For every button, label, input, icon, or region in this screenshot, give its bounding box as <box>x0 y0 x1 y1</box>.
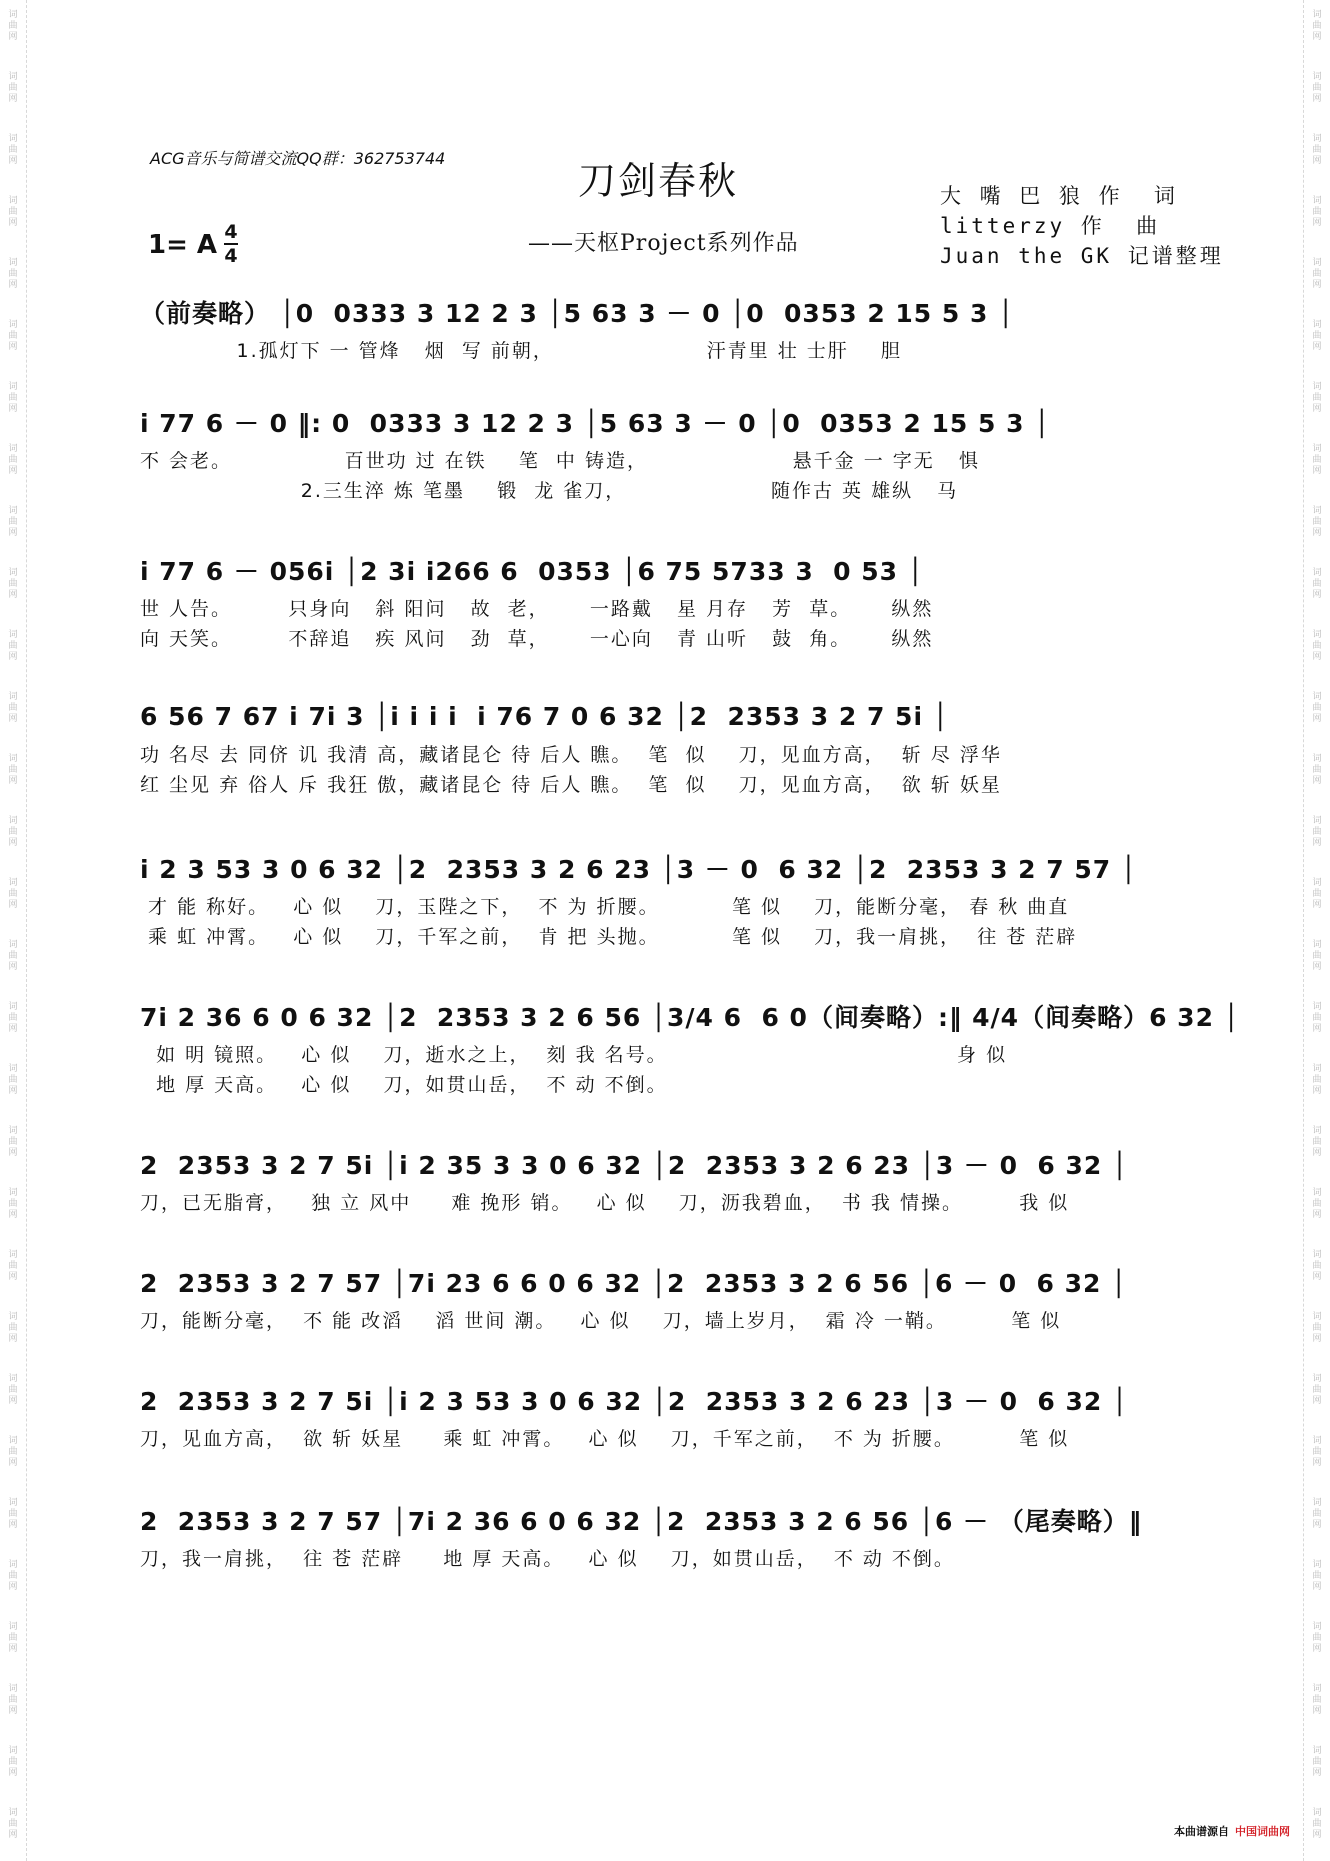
notation-row: i 77 6 － 056i │2 3i i266 6 0353 │6 75 5733 3 0 53 │ <box>140 557 924 586</box>
time-sig-top: 4 <box>224 221 238 243</box>
watermark-mark: 词 曲 网 <box>1312 1188 1322 1220</box>
group-info: ACG音乐与简谱交流QQ群：362753744 <box>150 149 446 168</box>
notation-row: （前奏略） │0 0333 3 12 2 3 │5 63 3 － 0 │0 0353 2 15 5 3 │ <box>140 299 1015 328</box>
watermark-mark: 词 曲 网 <box>8 258 18 290</box>
watermark-mark: 词 曲 网 <box>1312 1622 1322 1654</box>
watermark-mark: 词 曲 网 <box>8 568 18 600</box>
notation-row: 2 2353 3 2 7 57 │7i 23 6 6 0 6 32 │2 2353 3 2 6 56 │6 － 0 6 32 │ <box>140 1269 1128 1298</box>
watermark-mark: 词 曲 网 <box>1312 1498 1322 1530</box>
lyric-row-2: 向 天笑。 不辞追 疾 风问 劲 草， 一心向 青 山听 鼓 角。 纵然 <box>140 628 934 650</box>
notation-row: 6 56 7 67 i 7i 3 │i i i i i 76 7 0 6 32 │2 2353 3 2 7 5i │ <box>140 701 949 731</box>
watermark-mark: 词 曲 网 <box>8 506 18 538</box>
lyric-row-1: 刀，我一肩挑， 往 苍 茫辟 地 厚 天高。 心 似 刀，如贯山岳， 不 动 不倒。 <box>140 1548 955 1570</box>
watermark-mark: 词 曲 网 <box>1312 444 1322 476</box>
notation-row: i 2 3 53 3 0 6 32 │2 2353 3 2 6 23 │3 － 0 6 32 │2 2353 3 2 7 57 │ <box>140 855 1137 884</box>
page-title: 刀剑春秋 <box>578 159 739 203</box>
watermark-mark: 词 曲 网 <box>8 1374 18 1406</box>
score-line <box>140 292 1190 402</box>
watermark-mark: 词 曲 网 <box>8 1188 18 1220</box>
lyric-row-1: 才 能 称好。 心 似 刀，玉陛之下， 不 为 折腰。 笔 似 刀，能断分毫， 春 秋 曲直 <box>140 896 1070 918</box>
watermark-mark: 词 曲 网 <box>8 1250 18 1282</box>
watermark-mark: 词 曲 网 <box>8 1684 18 1716</box>
score-line <box>140 550 1190 660</box>
watermark-mark: 词 曲 网 <box>8 940 18 972</box>
watermark-mark: 词 曲 网 <box>1312 568 1322 600</box>
score-line <box>140 1380 1190 1490</box>
notation-row: 2 2353 3 2 7 5i │i 2 3 53 3 0 6 32 │2 2353 3 2 6 23 │3 － 0 6 32 │ <box>140 1387 1129 1416</box>
watermark-mark: 词 曲 网 <box>1312 630 1322 662</box>
lyric-row-1: 刀，见血方高， 欲 斩 妖星 乘 虹 冲霄。 心 似 刀，千军之前， 不 为 折腰。 笔 似 <box>140 1428 1070 1450</box>
watermark-mark: 词 曲 网 <box>1312 1436 1322 1468</box>
watermark-mark: 词 曲 网 <box>8 1312 18 1344</box>
watermark-mark: 词 曲 网 <box>8 1622 18 1654</box>
watermark-mark: 词 曲 网 <box>8 630 18 662</box>
watermark-mark: 词 曲 网 <box>1312 1126 1322 1158</box>
footer-source <box>1174 1823 1290 1839</box>
watermark-mark: 词 曲 网 <box>1312 1374 1322 1406</box>
watermark-mark: 词 曲 网 <box>1312 1250 1322 1282</box>
watermark-mark: 词 曲 网 <box>1312 320 1322 352</box>
watermark-mark: 词 曲 网 <box>1312 754 1322 786</box>
lyric-row-1: 刀，已无脂膏， 独 立 风中 难 挽形 销。 心 似 刀，沥我碧血， 书 我 情操。 我 似 <box>140 1192 1070 1214</box>
watermark-mark: 词 曲 网 <box>1312 1808 1322 1840</box>
notation-row: 7i 2 36 6 0 6 32 │2 2353 3 2 6 56 │3/4 6 6 0（间奏略）:‖ 4/4（间奏略）6 32 │ <box>140 1003 1240 1032</box>
lyric-row-2: 2.三生淬 炼 笔墨 锻 龙 雀刀， 随作古 英 雄纵 马 <box>140 480 959 502</box>
score-line <box>140 402 1190 512</box>
score-line <box>140 996 1240 1106</box>
watermark-mark: 词 曲 网 <box>8 1002 18 1034</box>
watermark-mark: 词 曲 网 <box>8 1126 18 1158</box>
watermark-mark: 词 曲 网 <box>8 754 18 786</box>
watermark-mark: 词 曲 网 <box>1312 506 1322 538</box>
subtitle: ——天枢Project系列作品 <box>528 231 799 256</box>
watermark-mark: 词 曲 网 <box>8 320 18 352</box>
watermark-mark: 词 曲 网 <box>8 1560 18 1592</box>
lyric-row-1: 不 会老。 百世功 过 在铁 笔 中 铸造， 悬千金 一 字无 惧 <box>140 450 980 472</box>
source-label: 本曲谱源自 <box>1174 1825 1229 1838</box>
key-signature: 1= A <box>148 230 218 260</box>
watermark-mark: 词 曲 网 <box>8 692 18 724</box>
lyric-row-2: 乘 虹 冲霄。 心 似 刀，千军之前， 肯 把 头抛。 笔 似 刀，我一肩挑， 往 苍 茫辟 <box>140 926 1078 948</box>
lyric-row-1: 1.孤灯下 一 管烽 烟 写 前朝， 汗青里 壮 士肝 胆 <box>140 340 902 362</box>
watermark-mark: 词 曲 网 <box>8 10 18 42</box>
lyric-row-1: 刀，能断分毫， 不 能 改滔 滔 世间 潮。 心 似 刀，墙上岁月， 霜 冷 一鞘。 笔 似 <box>140 1310 1062 1332</box>
watermark-mark: 词 曲 网 <box>1312 816 1322 848</box>
notation-row: 2 2353 3 2 7 5i │i 2 35 3 3 0 6 32 │2 2353 3 2 6 23 │3 － 0 6 32 │ <box>140 1151 1129 1180</box>
watermark-mark: 词 曲 网 <box>8 196 18 228</box>
watermark-mark: 词 曲 网 <box>8 444 18 476</box>
watermark-mark: 词 曲 网 <box>1312 134 1322 166</box>
score-line <box>140 848 1190 958</box>
composer-credit: litterzy 作 曲 <box>940 214 1161 238</box>
score-line <box>140 1500 1190 1610</box>
watermark-mark: 词 曲 网 <box>1312 1064 1322 1096</box>
score-line <box>140 1262 1190 1372</box>
watermark-mark: 词 曲 网 <box>1312 1684 1322 1716</box>
watermark-mark: 词 曲 网 <box>8 1436 18 1468</box>
notation-row: i 77 6 － 0 ‖: 0 0333 3 12 2 3 │5 63 3 － 0 │0 0353 2 15 5 3 │ <box>140 409 1051 438</box>
watermark-mark: 词 曲 网 <box>8 816 18 848</box>
lyric-row-1: 如 明 镜照。 心 似 刀，逝水之上， 刻 我 名号。 身 似 <box>140 1044 1008 1066</box>
watermark-mark: 词 曲 网 <box>1312 1312 1322 1344</box>
watermark-mark: 词 曲 网 <box>8 878 18 910</box>
watermark-mark: 词 曲 网 <box>1312 1560 1322 1592</box>
watermark-mark: 词 曲 网 <box>1312 258 1322 290</box>
watermark-mark: 词 曲 网 <box>8 1808 18 1840</box>
watermark-mark: 词 曲 网 <box>1312 1002 1322 1034</box>
lyric-row-2: 红 尘见 弃 俗人 斥 我狂 傲，藏诸昆仑 待 后人 瞧。 笔 似 刀，见血方高， 欲 斩 妖星 <box>140 774 1002 796</box>
watermark-mark: 词 曲 网 <box>1312 1746 1322 1778</box>
watermark-mark: 词 曲 网 <box>1312 382 1322 414</box>
watermark-mark: 词 曲 网 <box>1312 878 1322 910</box>
lyric-row-2: 地 厚 天高。 心 似 刀，如贯山岳， 不 动 不倒。 <box>140 1074 668 1096</box>
score-line <box>140 696 1190 806</box>
lyric-row-1: 世 人告。 只身向 斜 阳问 故 老， 一路戴 星 月存 芳 草。 纵然 <box>140 598 934 620</box>
watermark-mark: 词 曲 网 <box>8 382 18 414</box>
score-line <box>140 1144 1190 1254</box>
watermark-mark: 词 曲 网 <box>1312 940 1322 972</box>
site-link[interactable]: 中国词曲网 <box>1235 1825 1290 1838</box>
time-sig-bottom: 4 <box>224 245 238 267</box>
watermark-mark: 词 曲 网 <box>1312 196 1322 228</box>
watermark-mark: 词 曲 网 <box>8 1746 18 1778</box>
watermark-mark: 词 曲 网 <box>8 72 18 104</box>
lyric-row-1: 功 名尽 去 同侪 讥 我清 高，藏诸昆仑 待 后人 瞧。 笔 似 刀，见血方高， 斩 尽 浮华 <box>140 744 1002 766</box>
watermark-mark: 词 曲 网 <box>1312 72 1322 104</box>
notation-row: 2 2353 3 2 7 57 │7i 2 36 6 0 6 32 │2 2353 3 2 6 56 │6 － （尾奏略）‖ <box>140 1507 1143 1536</box>
watermark-mark: 词 曲 网 <box>1312 692 1322 724</box>
time-signature <box>224 222 238 266</box>
watermark-mark: 词 曲 网 <box>1312 10 1322 42</box>
lyricist-credit: 大 嘴 巴 狼 作 词 <box>940 184 1178 208</box>
transcriber-credit: Juan the GK 记谱整理 <box>940 244 1224 268</box>
watermark-mark: 词 曲 网 <box>8 1064 18 1096</box>
watermark-mark: 词 曲 网 <box>8 134 18 166</box>
watermark-mark: 词 曲 网 <box>8 1498 18 1530</box>
